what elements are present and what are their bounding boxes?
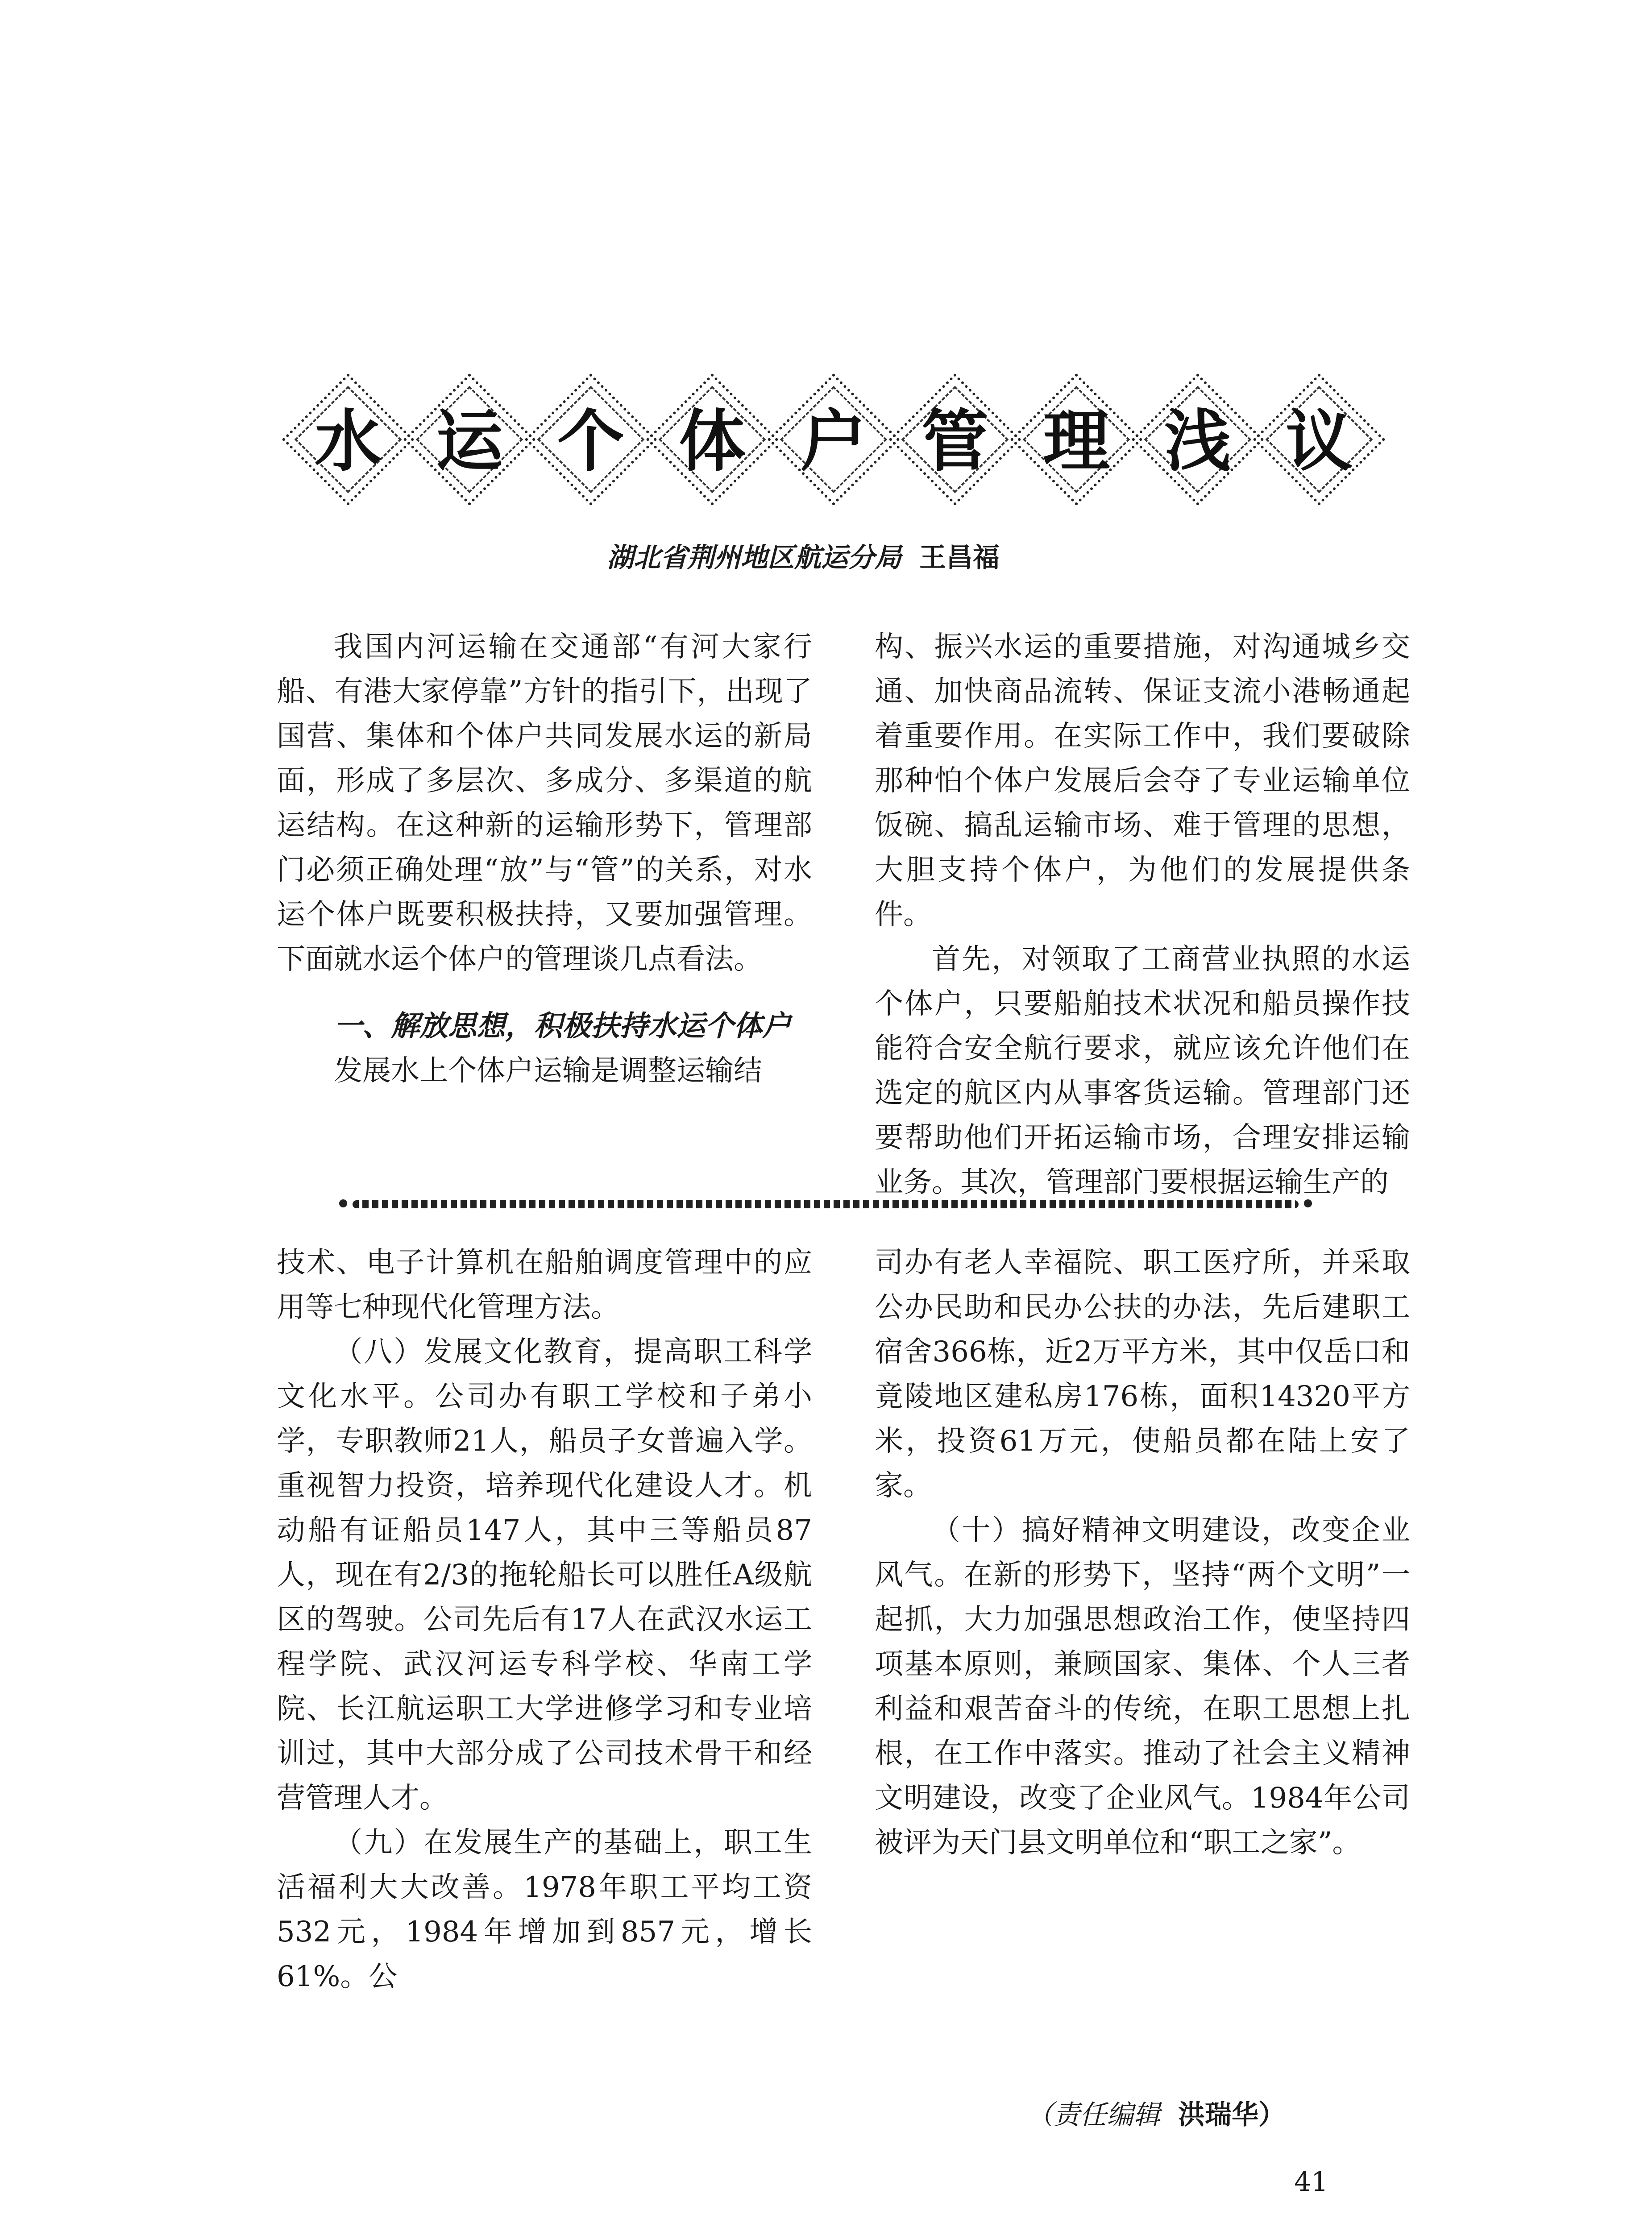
title-char: 理	[1042, 403, 1110, 481]
title-diamond	[650, 366, 775, 518]
title-char: 运	[436, 403, 503, 481]
paragraph: （十）搞好精神文明建设，改变企业风气。在新的形势下，坚持“两个文明”一起抓，大力加强思想政治工作，使坚持四项基本原则，兼顾国家、集体、个人三者利益和艰苦奋斗的传统，在职工思想上扎根，在工作中落实。推动了社会主义精神文明建设，改变了企业风气。1984年公司被评为天门县文明单位和“职工之家”。	[875, 1514, 1410, 1859]
title-char: 户	[800, 403, 867, 481]
paragraph-continued: 构、振兴水运的重要措施，对沟通城乡交通、加快商品流转、保证支流小港畅通起着重要作用。在实际工作中，我们要破除那种怕个体户发展后会夺了专业运输单位饭碗、搞乱运输市场、难于管理的思想，大胆支持个体户，为他们的发展提供条件。	[875, 630, 1410, 931]
section-divider	[339, 1196, 1312, 1214]
previous-article-column-left	[277, 1240, 812, 1999]
paragraph: （九）在发展生产的基础上，职工生活福利大大改善。1978年职工平均工资532元，1984年增加到857元，增长61%。公	[277, 1826, 812, 1993]
title-diamond	[771, 366, 896, 518]
paragraph-continued: 司办有老人幸福院、职工医疗所，并采取公办民助和民办公扶的办法，先后建职工宿舍366栋，近2万平方米，其中仅岳口和竟陵地区建私房176栋，面积14320平方米，投资61万元，使船员都在陆上安了家。	[875, 1246, 1410, 1502]
paragraph: 首先，对领取了工商营业执照的水运个体户，只要船舶技术状况和船员操作技能符合安全航行要求，就应该允许他们在选定的航区内从事客货运输。管理部门还要帮助他们开拓运输市场，合理安排运输业务。其次，管理部门要根据运输生产的	[875, 943, 1410, 1199]
title-char: 水	[314, 403, 382, 481]
article-column-left	[277, 625, 812, 1093]
byline	[607, 540, 1098, 576]
title-char: 管	[921, 403, 988, 481]
paragraph: 发展水上个体户运输是调整运输结	[334, 1054, 762, 1087]
byline-org: 湖北省荆州地区航运分局	[607, 542, 901, 573]
page-number: 41	[1294, 2166, 1328, 2198]
title-char: 浅	[1164, 403, 1231, 481]
title-diamond	[1014, 366, 1139, 518]
title-diamond	[892, 366, 1017, 518]
title-char: 议	[1285, 403, 1353, 481]
title-char: 个	[557, 403, 624, 481]
editor-name: 洪瑞华）	[1178, 2099, 1285, 2131]
previous-article-column-right	[875, 1240, 1410, 1865]
article-title	[286, 366, 1383, 518]
title-diamond	[528, 366, 653, 518]
section-heading: 一、解放思想，积极扶持水运个体户	[334, 1009, 791, 1043]
title-diamond	[1135, 366, 1260, 518]
title-diamond	[407, 366, 532, 518]
article-column-right	[875, 625, 1410, 1205]
intro-paragraph: 我国内河运输在交通部“有河大家行船、有港大家停靠”方针的指引下，出现了国营、集体和个体户共同发展水运的新局面，形成了多层次、多成分、多渠道的航运结构。在这种新的运输形势下，管理部门必须正确处理“放”与“管”的关系，对水运个体户既要积极扶持，又要加强管理。下面就水运个体户的管理谈几点看法。	[277, 630, 812, 976]
title-diamond	[286, 366, 411, 518]
editor-label: （责任编辑	[1026, 2099, 1160, 2131]
paragraph-continued: 技术、电子计算机在船舶调度管理中的应用等七种现代化管理方法。	[277, 1246, 812, 1324]
title-char: 体	[678, 403, 746, 481]
editor-credit	[1026, 2097, 1428, 2133]
title-diamond	[1257, 366, 1382, 518]
byline-author: 王昌福	[919, 542, 1000, 573]
paragraph: （八）发展文化教育，提高职工科学文化水平。公司办有职工学校和子弟小学，专职教师21人，船员子女普遍入学。重视智力投资，培养现代化建设人才。机动船有证船员147人，其中三等船员87人，现在有2/3的拖轮船长可以胜任A级航区的驾驶。公司先后有17人在武汉水运工程学院、武汉河运专科学校、华南工学院、长江航运职工大学进修学习和专业培训过，其中大部分成了公司技术骨干和经营管理人才。	[277, 1335, 812, 1815]
